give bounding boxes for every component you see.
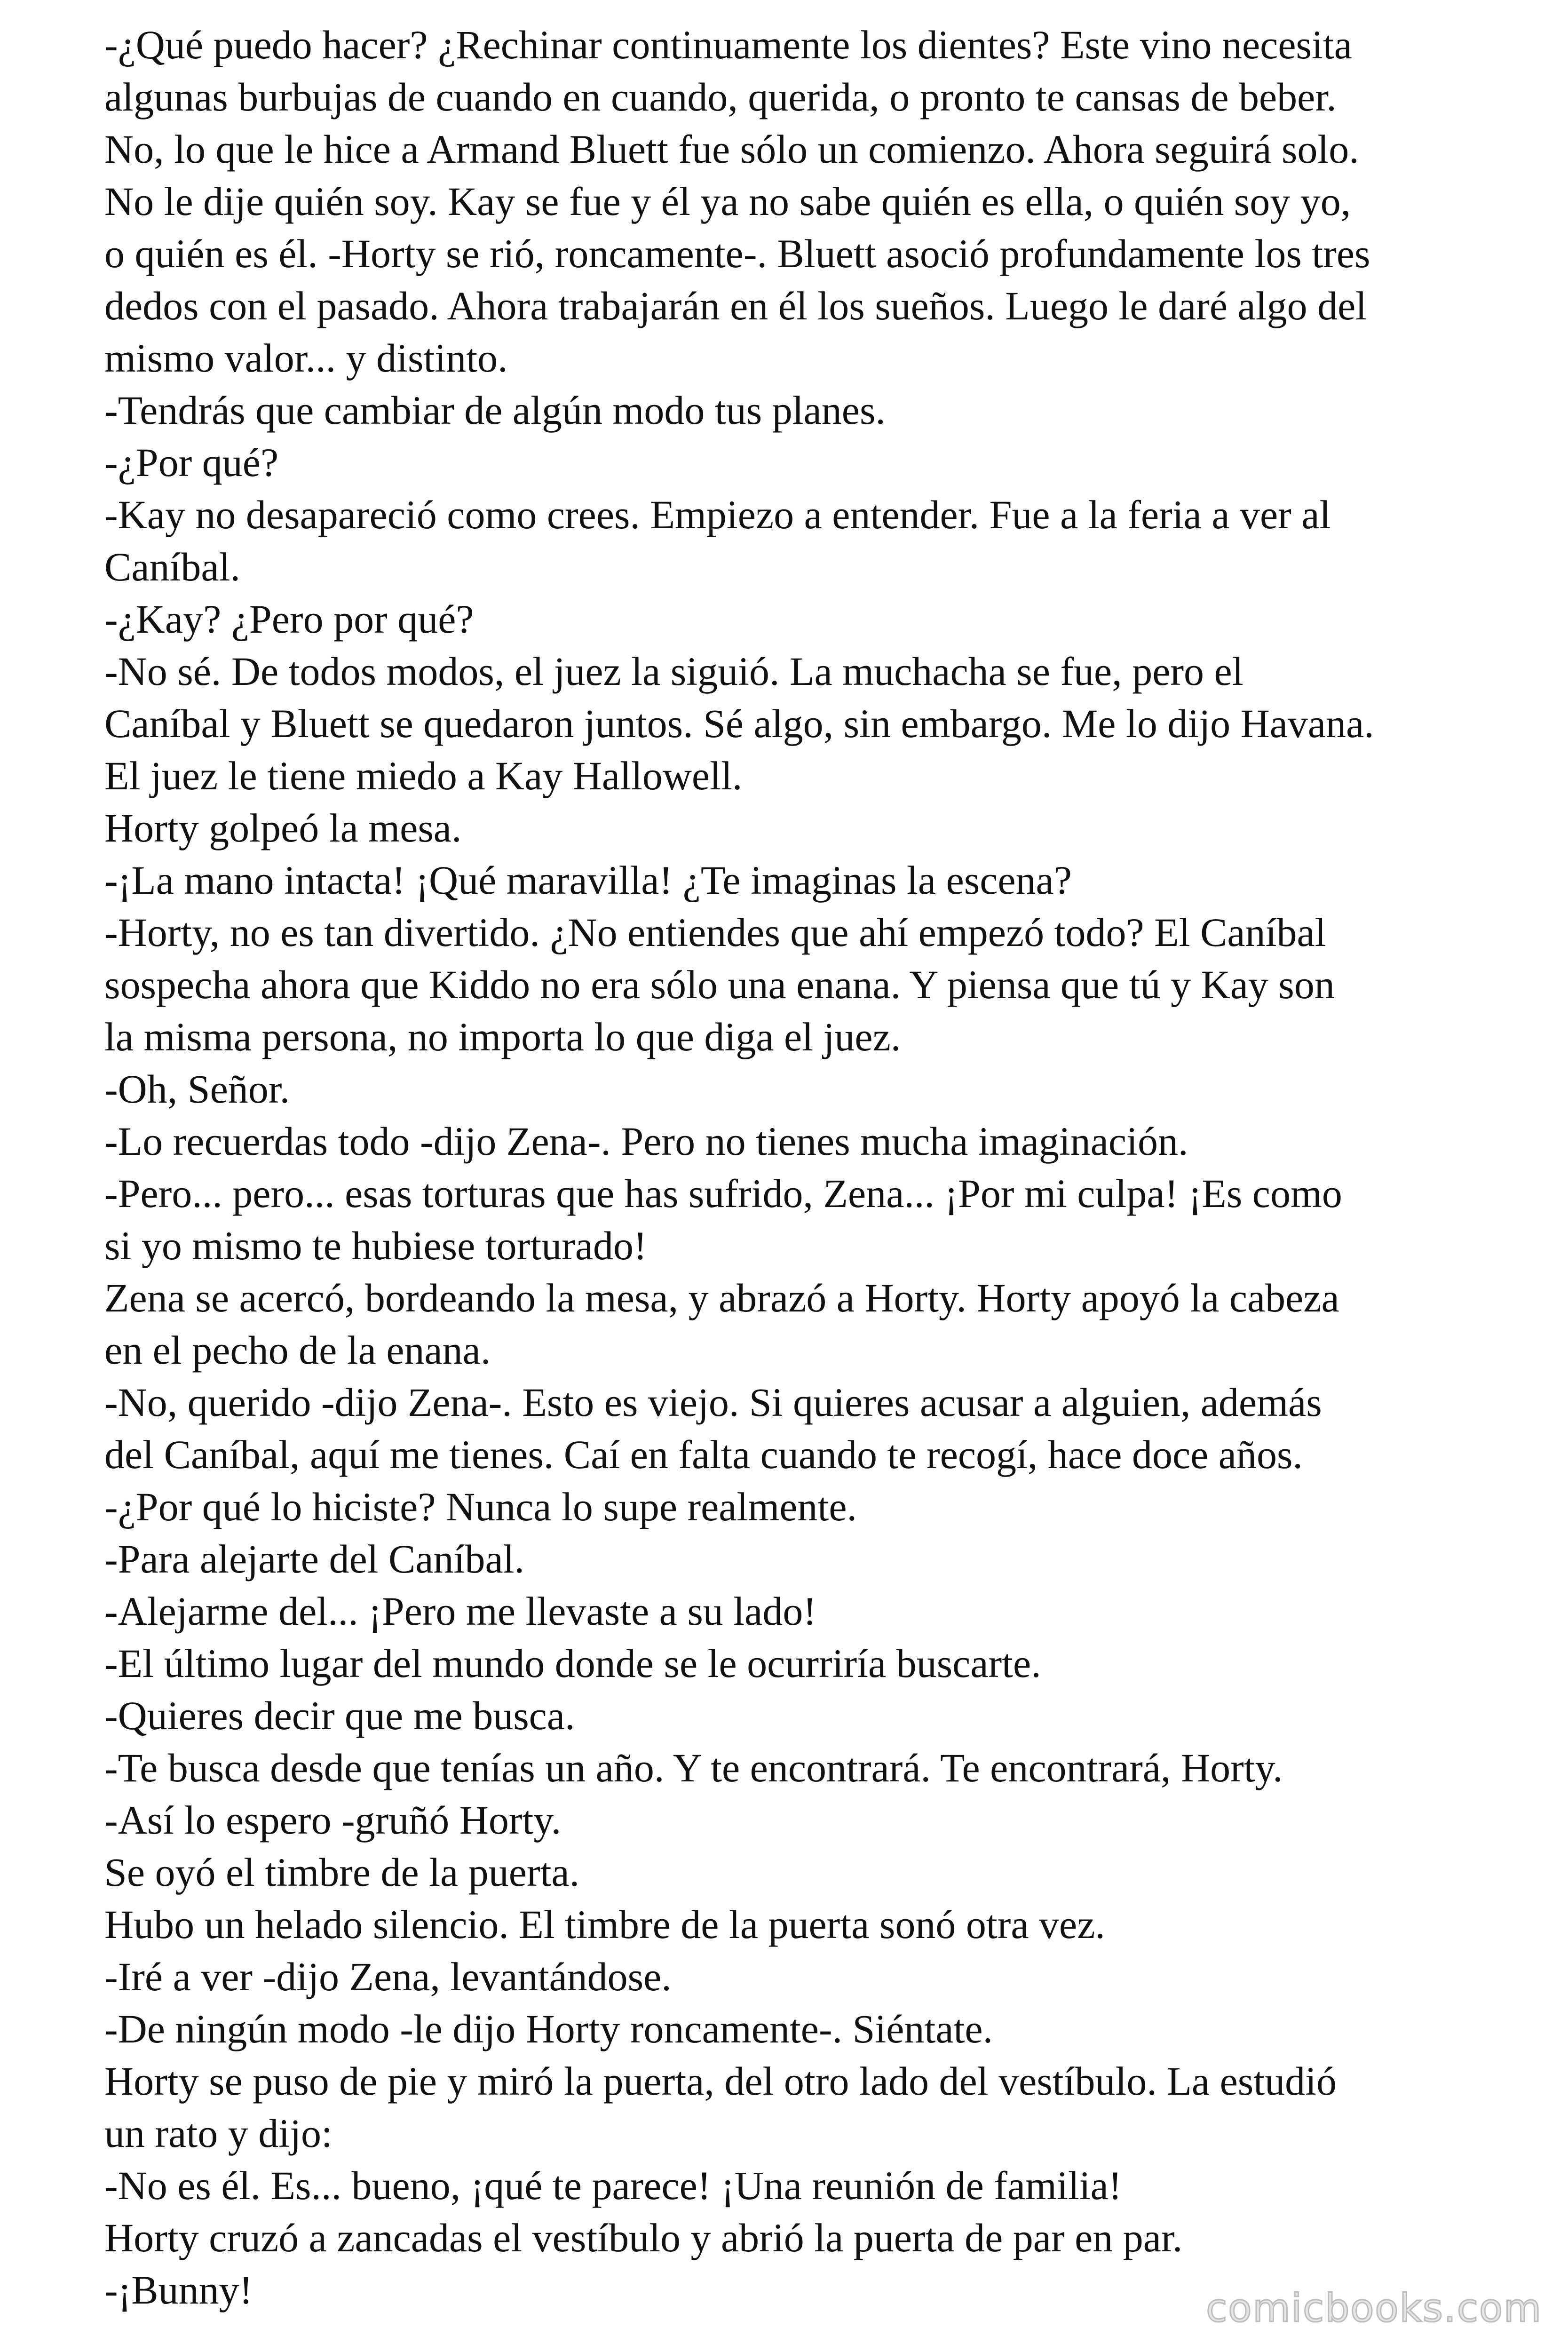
text-line: Horty cruzó a zancadas el vestíbulo y abrió la puerta de par en par. bbox=[104, 2215, 1183, 2260]
text-line: -No es él. Es... bueno, ¡qué te parece! ¡Una reunión de familia! bbox=[104, 2163, 1122, 2208]
page-text bbox=[104, 19, 1487, 2316]
text-line: sospecha ahora que Kiddo no era sólo una enana. Y piensa que tú y Kay son bbox=[104, 962, 1335, 1007]
text-line: del Caníbal, aquí me tienes. Caí en falta cuando te recogí, hace doce años. bbox=[104, 1432, 1303, 1477]
text-line: No le dije quién soy. Kay se fue y él ya no sabe quién es ella, o quién soy yo, bbox=[104, 179, 1351, 224]
text-line: un rato y dijo: bbox=[104, 2111, 333, 2156]
text-line: -Iré a ver -dijo Zena, levantándose. bbox=[104, 1954, 672, 1999]
text-line: -No, querido -dijo Zena-. Esto es viejo. Si quieres acusar a alguien, además bbox=[104, 1380, 1322, 1425]
text-line: -Pero... pero... esas torturas que has sufrido, Zena... ¡Por mi culpa! ¡Es como bbox=[104, 1171, 1342, 1216]
text-line: -Oh, Señor. bbox=[104, 1066, 290, 1112]
text-line: -¡La mano intacta! ¡Qué maravilla! ¿Te imaginas la escena? bbox=[104, 858, 1072, 903]
text-line: Horty golpeó la mesa. bbox=[104, 805, 462, 850]
text-line: -¿Kay? ¿Pero por qué? bbox=[104, 596, 474, 642]
text-line: -Te busca desde que tenías un año. Y te encontrará. Te encontrará, Horty. bbox=[104, 1745, 1283, 1790]
text-line: Caníbal. bbox=[104, 544, 240, 589]
text-line: algunas burbujas de cuando en cuando, querida, o pronto te cansas de beber. bbox=[104, 74, 1337, 119]
text-line: o quién es él. -Horty se rió, roncamente-. Bluett asoció profundamente los tres bbox=[104, 231, 1370, 276]
text-line: si yo mismo te hubiese torturado! bbox=[104, 1223, 647, 1268]
text-line: Caníbal y Bluett se quedaron juntos. Sé algo, sin embargo. Me lo dijo Havana. bbox=[104, 701, 1374, 746]
text-line: mismo valor... y distinto. bbox=[104, 335, 508, 381]
text-line: -De ningún modo -le dijo Horty roncamente-. Siéntate. bbox=[104, 2006, 993, 2051]
text-line: la misma persona, no importa lo que diga el juez. bbox=[104, 1014, 901, 1059]
text-line: Hubo un helado silencio. El timbre de la puerta sonó otra vez. bbox=[104, 1902, 1105, 1947]
text-line: -El último lugar del mundo donde se le ocurriría buscarte. bbox=[104, 1641, 1041, 1686]
text-line: El juez le tiene miedo a Kay Hallowell. bbox=[104, 753, 743, 798]
text-line: -Tendrás que cambiar de algún modo tus planes. bbox=[104, 388, 886, 433]
watermark: comicbooks.com bbox=[1206, 2286, 1542, 2331]
text-line: en el pecho de la enana. bbox=[104, 1327, 491, 1373]
text-line: -¿Por qué? bbox=[104, 440, 279, 485]
text-line: Zena se acercó, bordeando la mesa, y abrazó a Horty. Horty apoyó la cabeza bbox=[104, 1275, 1339, 1320]
text-line: -Alejarme del... ¡Pero me llevaste a su lado! bbox=[104, 1589, 816, 1634]
text-line: -Para alejarte del Caníbal. bbox=[104, 1536, 525, 1581]
text-line: -Quieres decir que me busca. bbox=[104, 1693, 575, 1738]
text-line: -¿Por qué lo hiciste? Nunca lo supe realmente. bbox=[104, 1484, 857, 1529]
text-line: -¡Bunny! bbox=[104, 2267, 253, 2312]
text-line: -No sé. De todos modos, el juez la siguió. La muchacha se fue, pero el bbox=[104, 649, 1243, 694]
text-line: -Lo recuerdas todo -dijo Zena-. Pero no tienes mucha imaginación. bbox=[104, 1119, 1188, 1164]
text-line: -¿Qué puedo hacer? ¿Rechinar continuamente los dientes? Este vino necesita bbox=[104, 22, 1352, 67]
text-line: -Horty, no es tan divertido. ¿No entiendes que ahí empezó todo? El Caníbal bbox=[104, 910, 1326, 955]
text-line: dedos con el pasado. Ahora trabajarán en él los sueños. Luego le daré algo del bbox=[104, 283, 1367, 328]
text-line: -Kay no desapareció como crees. Empiezo a entender. Fue a la feria a ver al bbox=[104, 492, 1331, 537]
text-line: Se oyó el timbre de la puerta. bbox=[104, 1850, 580, 1895]
text-line: -Así lo espero -gruñó Horty. bbox=[104, 1797, 562, 1843]
text-line: No, lo que le hice a Armand Bluett fue sólo un comienzo. Ahora seguirá solo. bbox=[104, 127, 1359, 172]
text-line: Horty se puso de pie y miró la puerta, del otro lado del vestíbulo. La estudió bbox=[104, 2058, 1337, 2104]
